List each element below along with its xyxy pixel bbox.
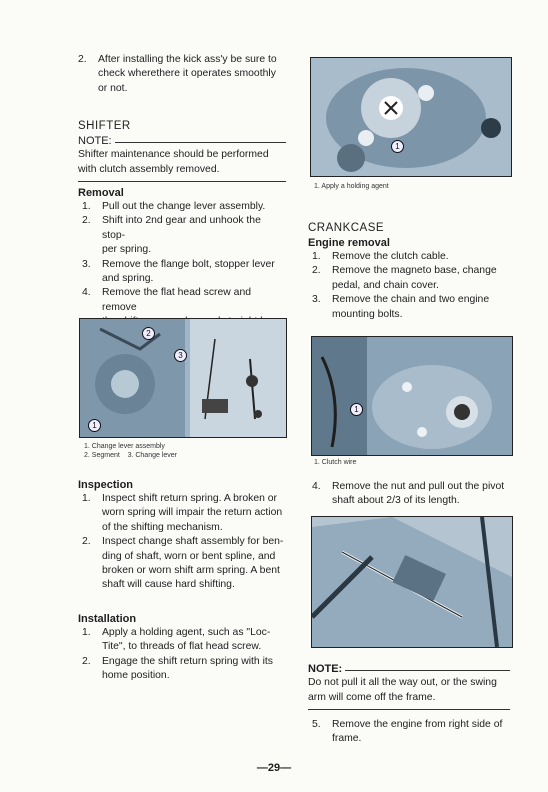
list-item: 2. Remove the magneto base, change pedal, and chain cover. [312,265,497,291]
list-item: 1. Inspect shift return spring. A broken or worn spring will impair the return action of the shifting mechanism. [82,493,283,533]
caption-change-lever: 1. Change lever assembly 2. Segment 3. Change lever [84,443,177,459]
note-pivot-shaft: NOTE: Do not pull it all the way out, or the swing arm will come off the frame. [308,662,510,710]
engine-step-4: 4. Remove the nut and pull out the pivot shaft about 2/3 of its length. [312,481,505,507]
kick-step-2: 2. After installing the kick ass'y be sure to check wherethere it operates smoothly or not. [78,54,277,94]
shifter-heading: SHIFTER [78,120,131,132]
list-item: 2. Engage the shift return spring with its home position. [82,655,273,682]
callout-3: 3 [174,349,187,362]
list-item: 1. Pull out the change lever assembly. [82,201,266,212]
inspection-heading: Inspection [78,479,134,491]
installation-steps [82,626,288,684]
caption-clutch-wire: 1. Clutch wire [314,459,357,466]
callout-1: 1 [350,403,363,416]
crankcase-heading: CRANKCASE [308,222,385,234]
list-item: 1. Apply a holding agent, such as "Loc- Tite", to threads of flat head screw. [82,627,271,653]
engine-photo-illustration [80,319,286,437]
photo-clutch-wire [311,336,513,456]
list-item: 4. Remove the flat head screw and remove [82,287,252,313]
callout-2: 2 [142,327,155,340]
list-item: 3. Remove the flange bolt, stopper lever and spring. [82,258,275,285]
pivot-shaft-photo-illustration [312,517,512,647]
photo-change-lever-assembly [79,318,287,438]
callout-1: 1 [391,140,404,153]
list-item: 2. Inspect change shaft assembly for ben- ding of shaft, worn or bent spline, and broken or worn shift arm spring. A bent shaft will cause hard shifting. [82,536,284,591]
magneto-photo-illustration [311,58,511,176]
photo-pivot-shaft [311,516,513,648]
list-item: 3. Remove the chain and two engine mounting bolts. [312,294,490,320]
list-item: 2. Shift into 2nd gear and unhook the stop- per spring. [82,215,261,256]
caption-holding-agent: 1. Apply a holding agent [314,183,389,190]
installation-heading: Installation [78,613,137,625]
crankcase-photo-illustration [312,337,512,455]
engine-step-5: 5. Remove the engine from right side of frame. [312,719,503,745]
callout-1: 1 [88,419,101,432]
list-item: 1. Remove the clutch cable. [312,251,449,262]
removal-heading: Removal [78,187,124,199]
engine-removal-steps [312,250,510,322]
photo-holding-agent [310,57,512,177]
note-shifter: NOTE: Shifter maintenance should be performed with clutch assembly removed. [78,134,286,182]
engine-removal-heading: Engine removal [308,237,390,249]
inspection-steps [82,492,288,593]
removal-steps [82,200,286,330]
page-number: —29— [256,762,292,774]
